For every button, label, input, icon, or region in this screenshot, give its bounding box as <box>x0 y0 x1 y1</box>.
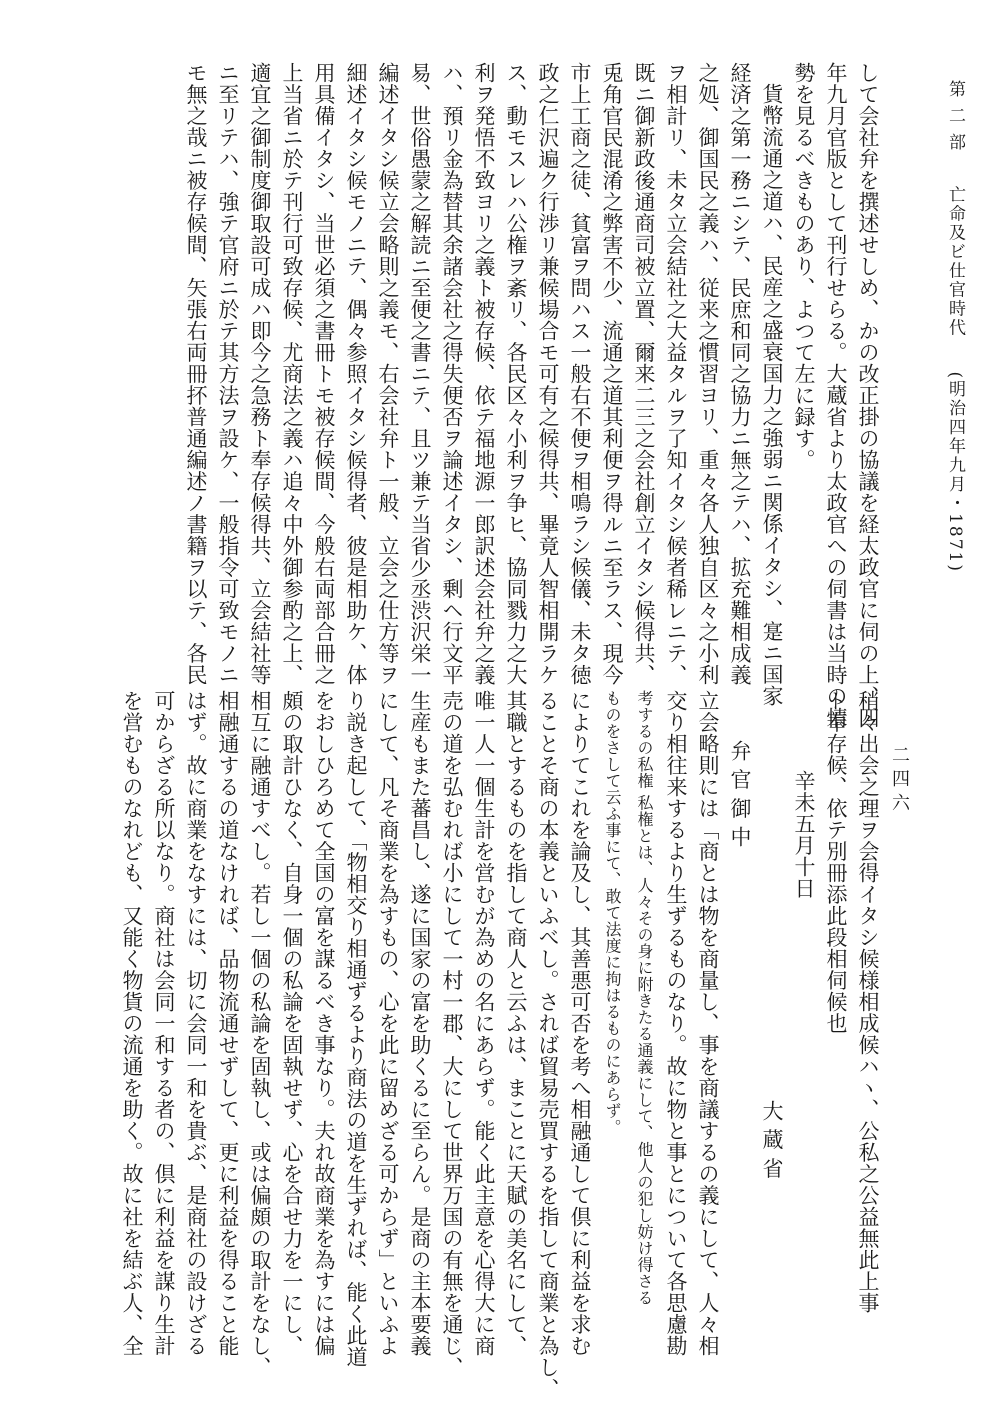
text-column: ト奉存候、依テ別冊添此段相伺候也 <box>824 690 848 1034</box>
text-column: 相互に融通すべし。若し一個の私論を固執し、或は偏頗の取計をなし、 <box>248 690 272 1378</box>
text-column: ることそ商の本義といふべし。されば貿易売買するを指して商業と為し、 <box>536 690 560 1400</box>
text-column: 適宜之御制度御取設可成ハ即今之急務ト奉存候得共、立会結社等 <box>248 62 272 686</box>
part-label: 第 二 部 <box>945 80 965 152</box>
text-column: ヲ相計リ、未タ立会結社之大益タルヲ了知イタシ候者稀レニテ、 <box>664 62 688 686</box>
upper-text-block <box>124 62 884 729</box>
text-column: によりてこれを論及し、其善悪可否を考へ相融通して倶に利益を求む <box>568 690 592 1357</box>
text-column: 兎角官民混淆之弊害不少、流通之道其利便ヲ得ルニ至ラス、現今 <box>600 62 624 686</box>
text-column: ス、動モスレハ公権ヲ紊リ、各民区々小利ヲ争ヒ、協同戮力之大 <box>504 62 528 686</box>
text-column: 唯一人一個生計を営むが為めの名にあらず。能く此主意を心得大に商 <box>472 690 496 1357</box>
era-label: (明治四年九月・1871) <box>945 371 965 573</box>
text-column: り説き起して、「物相交り相通ずるより商法の道を生ずれば、能く此道 <box>344 690 368 1368</box>
text-column: モ無之哉ニ被存候間、矢張右両冊抔普通編述ノ書籍ヲ以テ、各民 <box>184 62 208 686</box>
page-number: 二四六 <box>889 745 910 817</box>
text-column: 可からざる所以なり。商社は会同一和する者の、倶に利益を謀り生計 <box>152 690 176 1357</box>
running-header <box>943 80 968 573</box>
text-column: 相融通するの道なければ、品物流通せずして、更に利益を得ること能 <box>216 690 240 1357</box>
text-column: を営むものなれども、又能く物貨の流通を助く。故に社を結ぶ人、全 <box>120 690 144 1357</box>
lower-text-block <box>120 690 884 1400</box>
text-column: 其職とするものを指して商人と云ふは、まことに天賦の美名にして、 <box>504 690 528 1357</box>
text-column: 既ニ御新政後通商司被立置、爾来二三之会社創立イタシ候得共、 <box>632 62 656 686</box>
text-column: 政之仁沢遍ク行渉リ兼候場合モ可有之候得共、畢竟人智相開ラケ <box>536 62 560 686</box>
text-column: ハ、預リ金為替其余諸会社之得失便否ヲ論述イタシ、剰ヘ行文平 <box>440 62 464 686</box>
section-title: 亡命及ビ仕官時代 <box>945 185 965 338</box>
addressee: 弁 官 御 中 <box>728 740 752 848</box>
signatory: 大 蔵 省 <box>760 1100 784 1179</box>
text-column: 細述イタシ候モノニテ、偶々参照イタシ候得者、彼是相助ケ、体 <box>344 62 368 686</box>
date-line: 辛未五月十日 <box>792 770 816 899</box>
text-column: 貨幣流通之道ハ、民産之盛衰国力之強弱ニ関係イタシ、寔ニ国家 <box>760 83 784 707</box>
text-column: 年九月官版として刊行せらる。大蔵省より太政官への伺書は当時の情 <box>824 62 848 729</box>
text-column: 立会略則には「商とは物を商量し、事を商議するの義にして、人々相 <box>696 690 720 1357</box>
text-column: 勢を見るべきものあり、よつて左に録す。 <box>792 62 816 471</box>
text-column: 之処、御国民之義ハ、従来之慣習ヨリ、重々各人独自区々之小利 <box>696 62 720 686</box>
text-column: 経済之第一務ニシテ、民庶和同之協力ニ無之テハ、拡充難相成義 <box>728 62 752 686</box>
text-column: して会社弁を撰述せしめ、かの改正掛の協議を経太政官に伺の上、四 <box>856 62 880 729</box>
text-column: 上当省ニ於テ刊行可致存候、尤商法之義ハ追々中外御参酌之上、 <box>280 62 304 686</box>
text-column: にして、凡そ商業を為すもの、心を此に留めざる可からず」といふよ <box>376 690 400 1357</box>
text-column: はず。故に商業をなすには、切に会同一和を貴ぶ、是商社の設けざる <box>184 690 208 1357</box>
text-column: 交り相往来するより生ずるものなり。故に物と事とについて各思慮勘 <box>664 690 688 1357</box>
text-column-with-note: 考するの私権 私権とは、人々その身に附きたる通義にして、他人の犯し妨け得さるものをさして云ふ事にて、敢て法度に拘はるものにあらず。 <box>603 690 654 1307</box>
text-column: をおしひろめて全国の富を謀るべき事なり。夫れ故商業を為すには偏 <box>312 690 336 1357</box>
text-column: 易、世俗愚蒙之解読ニ至便之書ニテ、且ツ兼テ当省少丞渋沢栄一 <box>408 62 432 686</box>
text-column: 利ヲ発悟不致ヨリ之義ト被存候、依テ福地源一郎訳述会社弁之義 <box>472 62 496 686</box>
text-column: 用具備イタシ、当世必須之書冊トモ被存候間、今般右両部合冊之 <box>312 62 336 686</box>
text-column: 生産もまた蕃昌し、遂に国家の富を助くるに至らん。是商の主本要義 <box>408 690 432 1357</box>
text-column: 稍々出会之理ヲ会得イタシ候様相成候ハヽ、公私之公益無此上事 <box>856 690 880 1314</box>
text-column: 売の道を弘むれば小にして一村一郡、大にして世界万国の有無を通じ、 <box>440 690 464 1378</box>
text-column: 頗の取計ひなく、自身一個の私論を固執せず、心を合せ力を一にし、 <box>280 690 304 1357</box>
text-column: 市上工商之徒、貧富ヲ問ハス一般右不便ヲ相鳴ラシ候儀、未タ徳 <box>568 62 592 686</box>
text-column: ニ至リテハ、強テ官府ニ於テ其方法ヲ設ケ、一般指令可致モノニ <box>216 62 240 686</box>
text-column: 編述イタシ候立会略則之義モ、右会社弁ト一般、立会之仕方等ヲ <box>376 62 400 686</box>
